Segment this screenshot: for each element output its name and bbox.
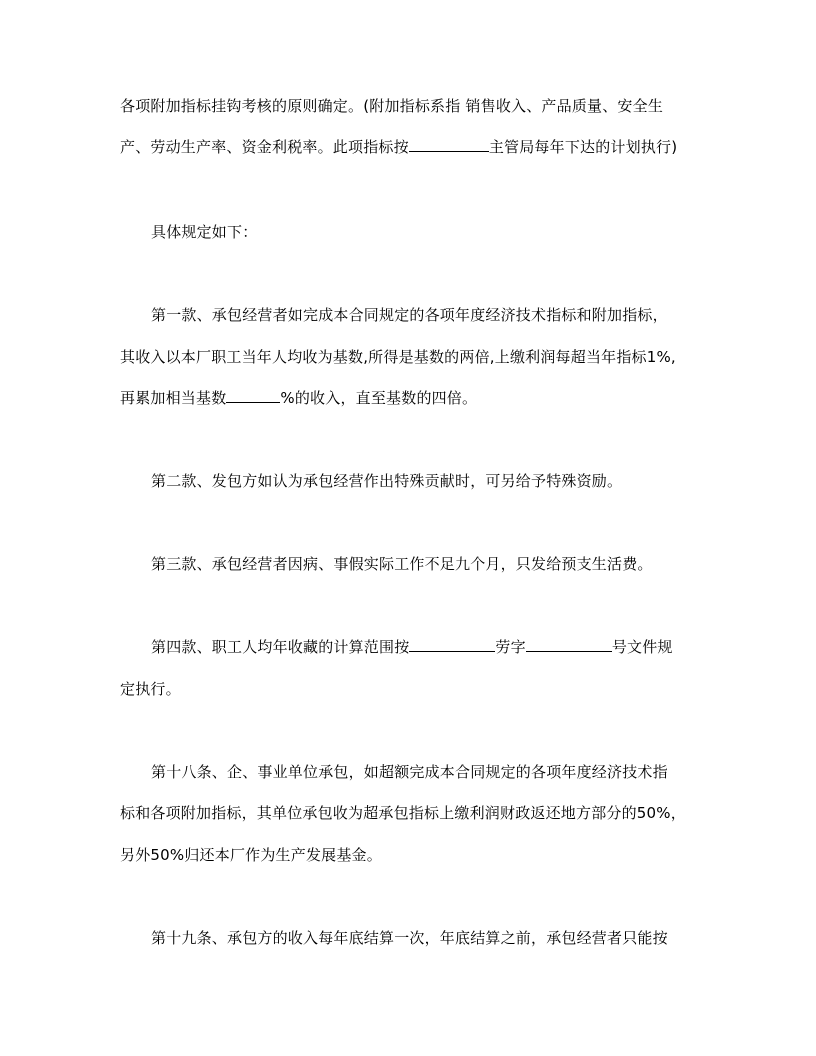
fill-in-blank bbox=[226, 388, 280, 403]
clause-2-line bbox=[151, 471, 622, 491]
text: 第四款、职工人均年收藏的计算范围按 bbox=[151, 638, 410, 656]
text: 第三款、承包经营者因病、事假实际工作不足九个月，只发给预支生活费。 bbox=[151, 555, 653, 573]
text: 主管局每年下达的计划执行) bbox=[488, 138, 678, 156]
article-19-line bbox=[151, 928, 668, 948]
paragraph-line bbox=[120, 347, 676, 367]
text: 第一款、承包经营者如完成本合同规定的各项年度经济技术指标和附加指标， bbox=[151, 306, 668, 324]
clause-3-line bbox=[151, 554, 653, 574]
fill-in-blank bbox=[409, 637, 495, 652]
text: 产、劳动生产率、资金利税率。此项指标按 bbox=[120, 138, 409, 156]
text: 号文件规 bbox=[611, 638, 673, 656]
text: 各项附加指标挂钩考核的原则确定。(附加指标系指 销售收入、产品质量、安全生 bbox=[120, 97, 664, 115]
fill-in-blank bbox=[526, 637, 612, 652]
paragraph-line bbox=[120, 388, 477, 408]
fill-in-blank bbox=[409, 137, 489, 152]
paragraph-line bbox=[120, 96, 663, 116]
text: 具体规定如下： bbox=[151, 223, 258, 241]
text: 第十八条、企、事业单位承包，如超额完成本合同规定的各项年度经济技术指 bbox=[151, 763, 668, 781]
text: 其收入以本厂职工当年人均收为基数,所得是基数的两倍,上缴利润每超当年指标1%, bbox=[120, 348, 676, 366]
paragraph-line bbox=[120, 679, 181, 699]
clause-1-line bbox=[151, 305, 668, 325]
paragraph-line bbox=[120, 803, 686, 823]
text: 标和各项附加指标，其单位承包收为超承包指标上缴利润财政返还地方部分的50%， bbox=[120, 804, 686, 822]
text: 第十九条、承包方的收入每年底结算一次，年底结算之前，承包经营者只能按 bbox=[151, 929, 668, 947]
text: 第二款、发包方如认为承包经营作出特殊贡献时，可另给予特殊资励。 bbox=[151, 472, 623, 490]
article-18-line bbox=[151, 762, 668, 782]
clause-4-line bbox=[151, 637, 673, 657]
text: 再累加相当基数 bbox=[120, 389, 227, 407]
text: 另外50%归还本厂作为生产发展基金。 bbox=[120, 846, 382, 864]
text: %的收入，直至基数的四倍。 bbox=[280, 389, 478, 407]
text: 定执行。 bbox=[120, 680, 181, 698]
section-heading bbox=[151, 222, 257, 242]
text: 劳字 bbox=[495, 638, 526, 656]
paragraph-line bbox=[120, 137, 677, 157]
paragraph-line bbox=[120, 845, 382, 865]
